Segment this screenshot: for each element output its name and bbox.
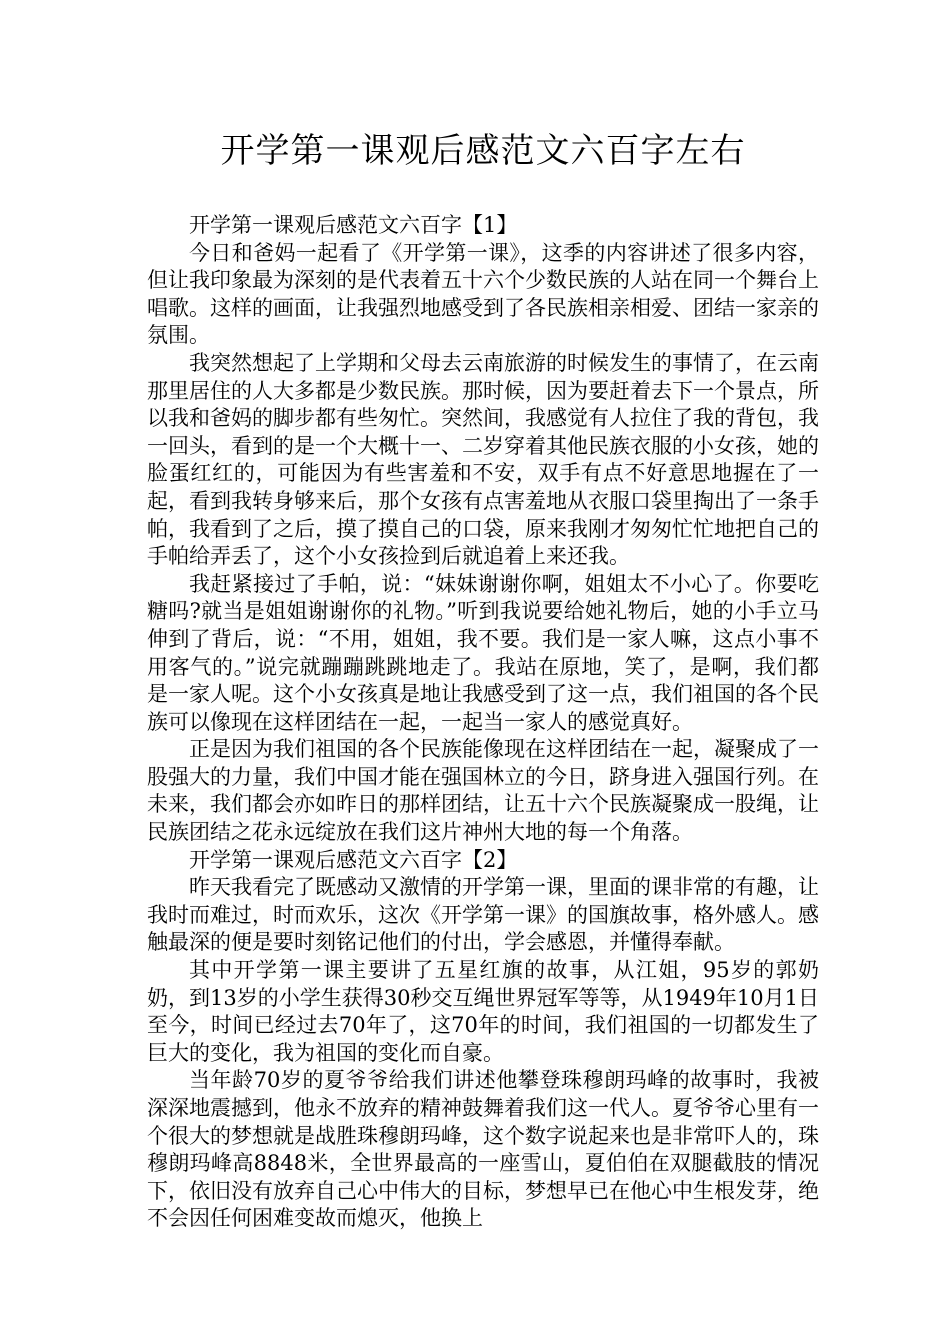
essay-section-1 [147,212,819,847]
body-paragraph: 其中开学第一课主要讲了五星红旗的故事，从江姐，95岁的郭奶奶，到13岁的小学生获得30秒交互绳世界冠军等等，从1949年10月1日至今，时间已经过去70年了，这70年的时间，我们祖国的一切都发生了巨大的变化，我为祖国的变化而自豪。 [147,958,819,1065]
body-paragraph: 当年龄70岁的夏爷爷给我们讲述他攀登珠穆朗玛峰的故事时，我被深深地震撼到，他永不放弃的精神鼓舞着我们这一代人。夏爷爷心里有一个很大的梦想就是战胜珠穆朗玛峰，这个数字说起来也是非常吓人的，珠穆朗玛峰高8848米，全世界最高的一座雪山，夏伯伯在双腿截肢的情况下，依旧没有放弃自己心中伟大的目标，梦想早已在他心中生根发芽，绝不会因任何困难变故而熄灭，他换上 [147,1068,819,1231]
body-paragraph: 昨天我看完了既感动又激情的开学第一课，里面的课非常的有趣，让我时而难过，时而欢乐，这次《开学第一课》的国旗故事，格外感人。感触最深的便是要时刻铭记他们的付出，学会感恩，并懂得奉献。 [147,875,819,955]
body-paragraph: 我突然想起了上学期和父母去云南旅游的时候发生的事情了，在云南那里居住的人大多都是少数民族。那时候，因为要赶着去下一个景点，所以我和爸妈的脚步都有些匆忙。突然间，我感觉有人拉住了我的背包，我一回头，看到的是一个大概十一、二岁穿着其他民族衣服的小女孩，她的脸蛋红红的，可能因为有些害羞和不安，双手有点不好意思地握在了一起，看到我转身够来后，那个女孩有点害羞地从衣服口袋里掏出了一条手帕，我看到了之后，摸了摸自己的口袋，原来我刚才匆匆忙忙地把自己的手帕给弄丢了，这个小女孩捡到后就追着上来还我。 [147,350,819,569]
body-paragraph: 我赶紧接过了手帕，说：“妹妹谢谢你啊，姐姐太不小心了。你要吃糖吗?就当是姐姐谢谢你的礼物。”听到我说要给她礼物后，她的小手立马伸到了背后，说：“不用，姐姐，我不要。我们是一家人嘛，这点小事不用客气的。”说完就蹦蹦跳跳地走了。我站在原地，笑了，是啊，我们都是一家人呢。这个小女孩真是地让我感受到了这一点，我们祖国的各个民族可以像现在这样团结在一起，一起当一家人的感觉真好。 [147,571,819,734]
essay-section-2 [147,847,819,1233]
body-paragraph: 正是因为我们祖国的各个民族能像现在这样团结在一起，凝聚成了一股强大的力量，我们中国才能在强国林立的今日，跻身进入强国行列。在未来，我们都会亦如昨日的那样团结，让五十六个民族凝聚成一股绳，让民族团结之花永远绽放在我们这片神州大地的每一个角落。 [147,737,819,845]
section-heading: 开学第一课观后感范文六百字【1】 [189,213,518,237]
body-paragraph: 今日和爸妈一起看了《开学第一课》，这季的内容讲述了很多内容，但让我印象最为深刻的是代表着五十六个少数民族的人站在同一个舞台上唱歌。这样的画面，让我强烈地感受到了各民族相亲相爱、团结一家亲的氛围。 [147,240,819,348]
section-heading: 开学第一课观后感范文六百字【2】 [189,847,518,872]
document-page [147,128,819,1233]
document-title: 开学第一课观后感范文六百字左右 [220,131,746,171]
